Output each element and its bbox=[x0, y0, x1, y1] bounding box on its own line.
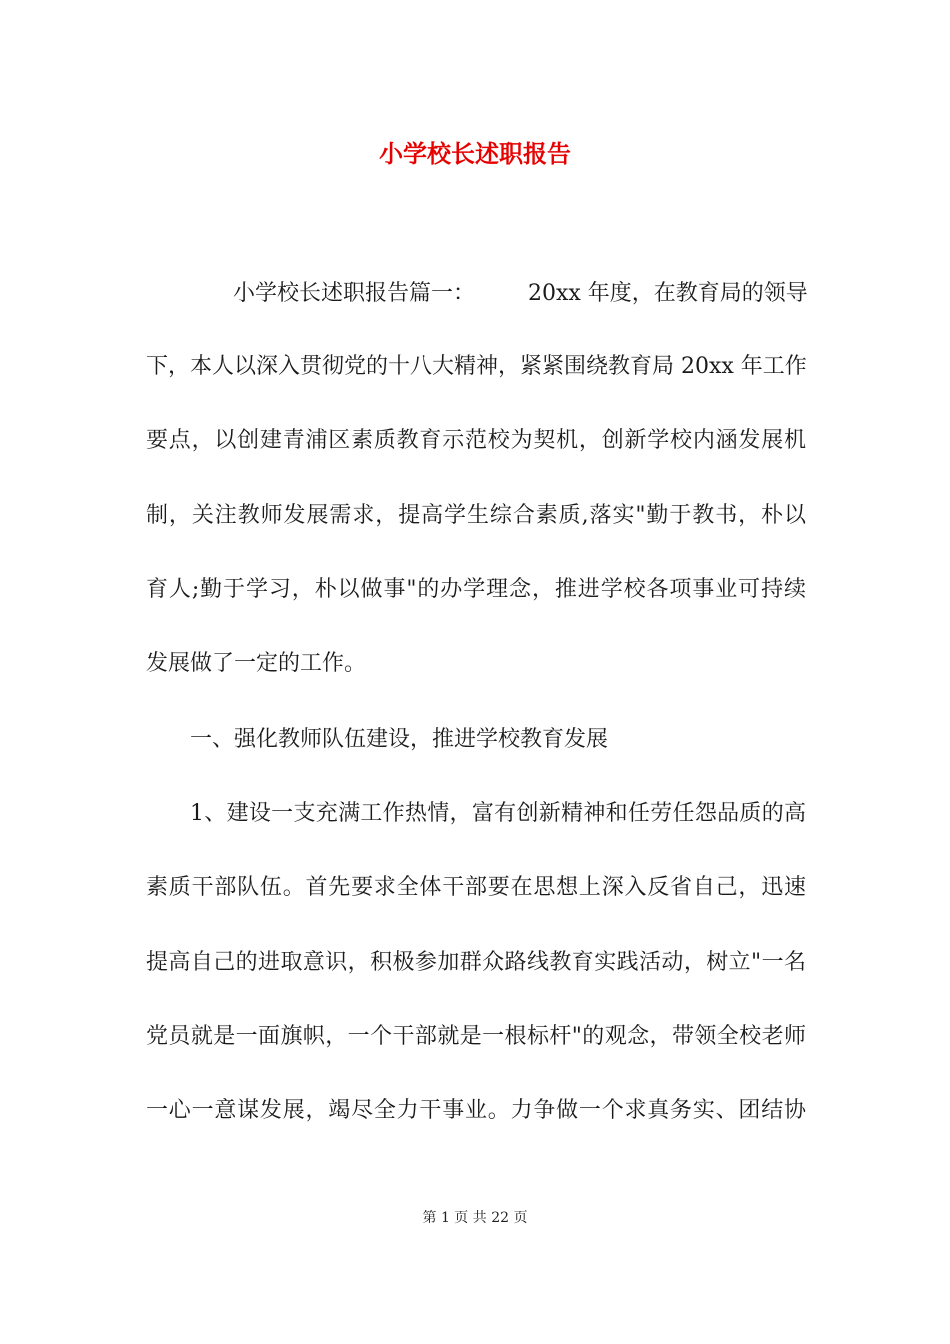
paragraph-line: 发展做了一定的工作。 bbox=[146, 651, 367, 676]
paragraph-line: 制，关注教师发展需求，提高学生综合素质,落实"勤于教书，朴以 bbox=[146, 503, 806, 528]
page-number: 第 1 页 共 22 页 bbox=[422, 1210, 528, 1226]
paragraph-line: 素质干部队伍。首先要求全体干部要在思想上深入反省自己，迅速 bbox=[146, 875, 806, 900]
paragraph-line: 育人;勤于学习，朴以做事"的办学理念，推进学校各项事业可持续 bbox=[146, 577, 806, 602]
paragraph-line: 下，本人以深入贯彻党的十八大精神，紧紧围绕教育局 20xx 年工作 bbox=[146, 354, 807, 379]
paragraph-line: 党员就是一面旗帜，一个干部就是一根标杆"的观念，带领全校老师 bbox=[146, 1024, 806, 1049]
paragraph-line: 要点，以创建青浦区素质教育示范校为契机，创新学校内涵发展机 bbox=[146, 428, 806, 453]
paragraph-line: 一心一意谋发展，竭尽全力干事业。力争做一个求真务实、团结协 bbox=[146, 1098, 806, 1123]
section-heading: 一、强化教师队伍建设，推进学校教育发展 bbox=[190, 727, 609, 752]
paragraph-line: 小学校长述职报告篇一： bbox=[233, 281, 476, 306]
paragraph-line: 1、建设一支充满工作热情，富有创新精神和任劳任怨品质的高 bbox=[190, 801, 806, 826]
paragraph-line: 提高自己的进取意识，积极参加群众路线教育实践活动，树立"一名 bbox=[146, 950, 806, 975]
paragraph-line: 20xx 年度，在教育局的领导 bbox=[528, 281, 808, 306]
document-title: 小学校长述职报告 bbox=[379, 139, 571, 168]
